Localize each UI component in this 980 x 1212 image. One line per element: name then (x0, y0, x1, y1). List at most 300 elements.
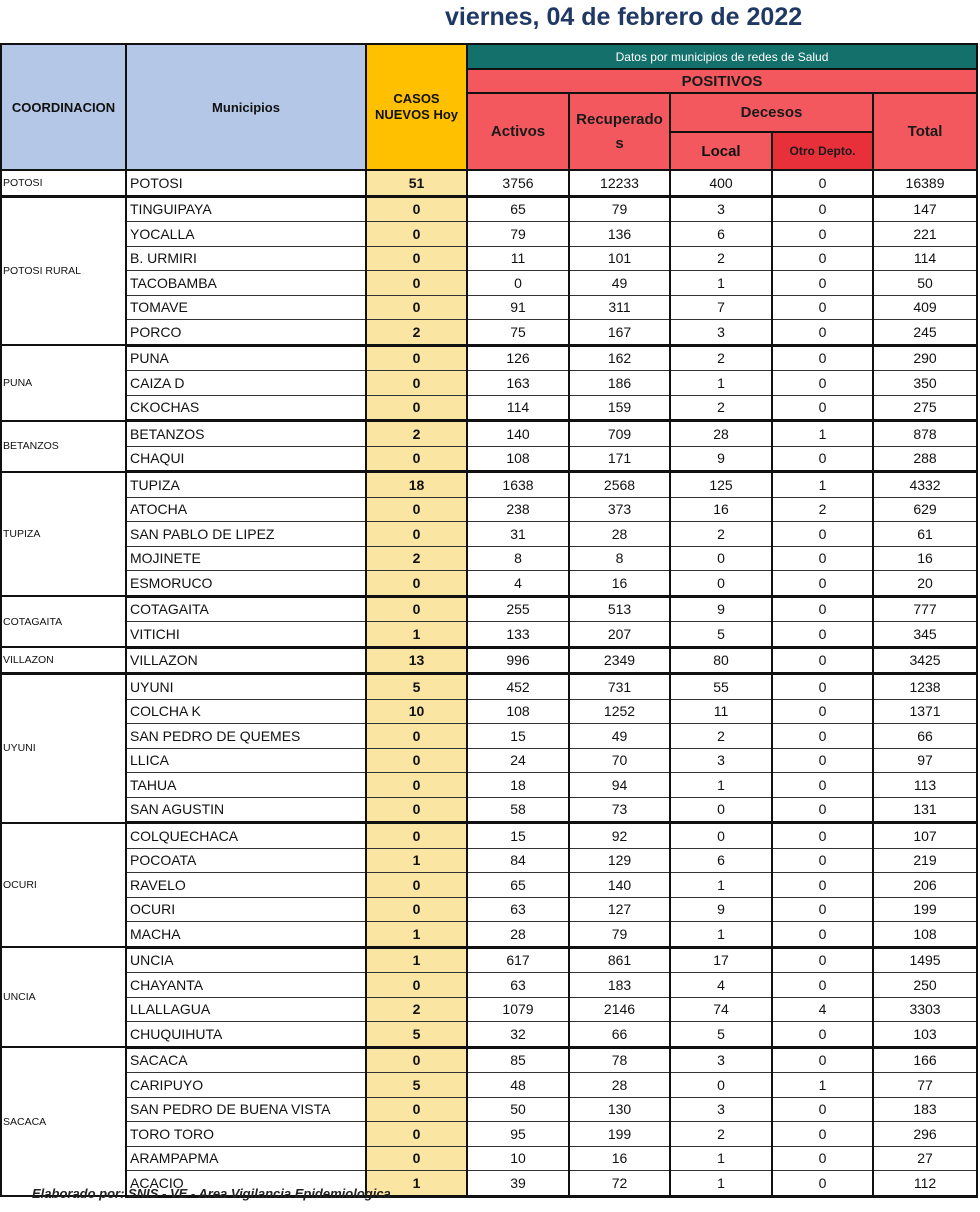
cell-coordinacion: VILLAZON (1, 647, 126, 674)
table-row (1, 421, 977, 447)
cell-total: 290 (873, 345, 977, 371)
cell-municipio: SAN AGUSTIN (126, 797, 366, 823)
cell-recuperados: 28 (569, 522, 670, 547)
cell-total: 183 (873, 1097, 977, 1122)
header-municipios: Municipios (126, 44, 366, 170)
cell-decesos-otro-depto: 2 (772, 497, 873, 522)
cell-decesos-otro-depto: 0 (772, 196, 873, 222)
cell-activos: 24 (467, 748, 569, 773)
cell-decesos-otro-depto: 0 (772, 1022, 873, 1048)
cell-activos: 18 (467, 773, 569, 798)
cell-decesos-local: 2 (670, 395, 772, 421)
cell-activos: 95 (467, 1122, 569, 1147)
cell-total: 112 (873, 1171, 977, 1197)
cell-municipio: VILLAZON (126, 647, 366, 674)
cell-decesos-otro-depto: 0 (772, 699, 873, 724)
table-row (1, 246, 977, 271)
cell-municipio: VITICHI (126, 622, 366, 648)
cell-recuperados: 861 (569, 947, 670, 973)
cell-recuperados: 92 (569, 823, 670, 849)
cell-activos: 133 (467, 622, 569, 648)
cell-decesos-local: 3 (670, 196, 772, 222)
cell-casos-nuevos: 0 (366, 823, 467, 849)
table-row (1, 345, 977, 371)
cell-decesos-local: 5 (670, 1022, 772, 1048)
cell-decesos-otro-depto: 0 (772, 1146, 873, 1171)
cell-activos: 11 (467, 246, 569, 271)
cell-recuperados: 162 (569, 345, 670, 371)
cell-casos-nuevos: 1 (366, 922, 467, 948)
cell-total: 296 (873, 1122, 977, 1147)
cell-activos: 84 (467, 848, 569, 873)
cell-activos: 108 (467, 446, 569, 472)
cell-recuperados: 129 (569, 848, 670, 873)
cell-decesos-local: 5 (670, 622, 772, 648)
cell-decesos-otro-depto: 0 (772, 897, 873, 922)
cell-decesos-local: 16 (670, 497, 772, 522)
table-row (1, 371, 977, 396)
cell-casos-nuevos: 0 (366, 897, 467, 922)
cell-decesos-otro-depto: 0 (772, 922, 873, 948)
cell-activos: 4 (467, 571, 569, 597)
cell-decesos-otro-depto: 0 (772, 947, 873, 973)
cell-municipio: CHAQUI (126, 446, 366, 472)
cell-recuperados: 199 (569, 1122, 670, 1147)
cell-decesos-local: 9 (670, 897, 772, 922)
cell-activos: 58 (467, 797, 569, 823)
cell-decesos-local: 1 (670, 922, 772, 948)
cell-decesos-local: 1 (670, 271, 772, 296)
table-header (1, 44, 977, 170)
table-row (1, 320, 977, 346)
report-date-title: viernes, 04 de febrero de 2022 (445, 3, 803, 31)
cell-decesos-local: 9 (670, 446, 772, 472)
cell-casos-nuevos: 2 (366, 546, 467, 571)
cell-decesos-otro-depto: 0 (772, 522, 873, 547)
cell-decesos-otro-depto: 0 (772, 1097, 873, 1122)
cell-recuperados: 12233 (569, 170, 670, 196)
cell-decesos-otro-depto: 0 (772, 246, 873, 271)
cell-casos-nuevos: 0 (366, 748, 467, 773)
cell-total: 206 (873, 873, 977, 898)
table-row (1, 1047, 977, 1073)
cell-total: 250 (873, 973, 977, 998)
cell-decesos-local: 2 (670, 345, 772, 371)
cell-activos: 8 (467, 546, 569, 571)
cell-recuperados: 183 (569, 973, 670, 998)
cell-decesos-otro-depto: 0 (772, 371, 873, 396)
cell-casos-nuevos: 0 (366, 571, 467, 597)
cell-activos: 65 (467, 196, 569, 222)
cell-decesos-local: 55 (670, 674, 772, 700)
cell-total: 219 (873, 848, 977, 873)
cell-recuperados: 130 (569, 1097, 670, 1122)
cell-decesos-otro-depto: 0 (772, 848, 873, 873)
cell-casos-nuevos: 0 (366, 873, 467, 898)
cell-municipio: TINGUIPAYA (126, 196, 366, 222)
cell-municipio: ATOCHA (126, 497, 366, 522)
cell-decesos-local: 3 (670, 1097, 772, 1122)
cell-casos-nuevos: 0 (366, 1097, 467, 1122)
cell-coordinacion: UYUNI (1, 674, 126, 823)
cell-recuperados: 2568 (569, 472, 670, 498)
cell-casos-nuevos: 1 (366, 622, 467, 648)
cell-municipio: SACACA (126, 1047, 366, 1073)
table-row (1, 196, 977, 222)
cell-casos-nuevos: 0 (366, 446, 467, 472)
cell-decesos-local: 2 (670, 724, 772, 749)
table-row (1, 571, 977, 597)
cell-decesos-local: 0 (670, 546, 772, 571)
cell-decesos-otro-depto: 0 (772, 446, 873, 472)
cell-recuperados: 28 (569, 1073, 670, 1098)
table-row (1, 472, 977, 498)
cell-decesos-local: 11 (670, 699, 772, 724)
cell-decesos-local: 1 (670, 773, 772, 798)
covid-cases-table (0, 43, 978, 1198)
cell-municipio: CAIZA D (126, 371, 366, 396)
cell-decesos-otro-depto: 0 (772, 222, 873, 247)
cell-decesos-local: 6 (670, 222, 772, 247)
cell-activos: 140 (467, 421, 569, 447)
cell-decesos-otro-depto: 0 (772, 1047, 873, 1073)
cell-decesos-local: 0 (670, 571, 772, 597)
cell-activos: 996 (467, 647, 569, 674)
cell-activos: 15 (467, 724, 569, 749)
cell-municipio: TOMAVE (126, 295, 366, 320)
cell-total: 345 (873, 622, 977, 648)
cell-coordinacion: UNCIA (1, 947, 126, 1047)
cell-activos: 163 (467, 371, 569, 396)
cell-total: 3425 (873, 647, 977, 674)
cell-total: 20 (873, 571, 977, 597)
cell-recuperados: 16 (569, 571, 670, 597)
cell-total: 77 (873, 1073, 977, 1098)
cell-coordinacion: SACACA (1, 1047, 126, 1196)
cell-activos: 85 (467, 1047, 569, 1073)
cell-decesos-otro-depto: 0 (772, 596, 873, 622)
cell-recuperados: 73 (569, 797, 670, 823)
table-row (1, 973, 977, 998)
header-recuperados-line1: Recuperado (576, 110, 663, 128)
cell-recuperados: 79 (569, 196, 670, 222)
cell-activos: 79 (467, 222, 569, 247)
cell-activos: 10 (467, 1146, 569, 1171)
cell-decesos-otro-depto: 0 (772, 797, 873, 823)
cell-decesos-otro-depto: 0 (772, 873, 873, 898)
cell-decesos-otro-depto: 0 (772, 973, 873, 998)
cell-municipio: ACACIO (126, 1171, 366, 1197)
cell-recuperados: 79 (569, 922, 670, 948)
table-row (1, 848, 977, 873)
cell-recuperados: 171 (569, 446, 670, 472)
cell-casos-nuevos: 1 (366, 1171, 467, 1197)
cell-decesos-otro-depto: 0 (772, 295, 873, 320)
cell-casos-nuevos: 0 (366, 196, 467, 222)
table-row (1, 773, 977, 798)
cell-casos-nuevos: 13 (366, 647, 467, 674)
cell-decesos-otro-depto: 1 (772, 472, 873, 498)
cell-activos: 75 (467, 320, 569, 346)
cell-casos-nuevos: 0 (366, 371, 467, 396)
cell-recuperados: 49 (569, 724, 670, 749)
cell-municipio: YOCALLA (126, 222, 366, 247)
table-row (1, 446, 977, 472)
cell-decesos-local: 400 (670, 170, 772, 196)
table-row (1, 797, 977, 823)
cell-decesos-local: 17 (670, 947, 772, 973)
cell-total: 147 (873, 196, 977, 222)
table-row (1, 222, 977, 247)
cell-recuperados: 16 (569, 1146, 670, 1171)
cell-casos-nuevos: 0 (366, 596, 467, 622)
table-row (1, 873, 977, 898)
cell-decesos-otro-depto: 0 (772, 271, 873, 296)
cell-casos-nuevos: 2 (366, 421, 467, 447)
cell-casos-nuevos: 2 (366, 997, 467, 1022)
cell-casos-nuevos: 0 (366, 773, 467, 798)
cell-decesos-otro-depto: 0 (772, 170, 873, 196)
cell-decesos-local: 9 (670, 596, 772, 622)
cell-total: 878 (873, 421, 977, 447)
cell-activos: 452 (467, 674, 569, 700)
cell-municipio: TAHUA (126, 773, 366, 798)
cell-recuperados: 94 (569, 773, 670, 798)
cell-casos-nuevos: 10 (366, 699, 467, 724)
header-casos-nuevos-line2: NUEVOS Hoy (374, 107, 459, 122)
cell-coordinacion: BETANZOS (1, 421, 126, 472)
cell-municipio: LLICA (126, 748, 366, 773)
cell-total: 777 (873, 596, 977, 622)
footer-credit: Elaborado por: SNIS - VE - Area Vigilancia Epidemiologica (32, 1186, 391, 1201)
cell-recuperados: 70 (569, 748, 670, 773)
cell-decesos-local: 1 (670, 1171, 772, 1197)
cell-total: 350 (873, 371, 977, 396)
cell-activos: 238 (467, 497, 569, 522)
cell-recuperados: 2146 (569, 997, 670, 1022)
cell-activos: 91 (467, 295, 569, 320)
cell-decesos-otro-depto: 0 (772, 345, 873, 371)
cell-casos-nuevos: 1 (366, 947, 467, 973)
cell-decesos-otro-depto: 0 (772, 724, 873, 749)
cell-coordinacion: POTOSI RURAL (1, 196, 126, 345)
cell-total: 1495 (873, 947, 977, 973)
cell-total: 245 (873, 320, 977, 346)
cell-casos-nuevos: 0 (366, 395, 467, 421)
cell-casos-nuevos: 1 (366, 848, 467, 873)
cell-municipio: TACOBAMBA (126, 271, 366, 296)
cell-total: 166 (873, 1047, 977, 1073)
cell-total: 97 (873, 748, 977, 773)
cell-municipio: SAN PEDRO DE QUEMES (126, 724, 366, 749)
cell-total: 66 (873, 724, 977, 749)
cell-decesos-local: 7 (670, 295, 772, 320)
cell-decesos-local: 1 (670, 873, 772, 898)
header-activos: Activos (467, 93, 569, 170)
cell-recuperados: 2349 (569, 647, 670, 674)
cell-recuperados: 136 (569, 222, 670, 247)
cell-municipio: TORO TORO (126, 1122, 366, 1147)
cell-casos-nuevos: 0 (366, 973, 467, 998)
cell-casos-nuevos: 5 (366, 1022, 467, 1048)
table-row (1, 947, 977, 973)
cell-casos-nuevos: 0 (366, 1122, 467, 1147)
cell-recuperados: 8 (569, 546, 670, 571)
cell-recuperados: 207 (569, 622, 670, 648)
header-casos-nuevos-line1: CASOS (393, 91, 440, 106)
cell-coordinacion: PUNA (1, 345, 126, 421)
cell-recuperados: 49 (569, 271, 670, 296)
cell-recuperados: 72 (569, 1171, 670, 1197)
cell-municipio: MOJINETE (126, 546, 366, 571)
cell-total: 103 (873, 1022, 977, 1048)
cell-activos: 31 (467, 522, 569, 547)
cell-recuperados: 186 (569, 371, 670, 396)
table-row (1, 1022, 977, 1048)
cell-decesos-otro-depto: 0 (772, 1122, 873, 1147)
cell-decesos-local: 3 (670, 1047, 772, 1073)
cell-casos-nuevos: 5 (366, 674, 467, 700)
cell-recuperados: 66 (569, 1022, 670, 1048)
cell-recuperados: 311 (569, 295, 670, 320)
cell-activos: 32 (467, 1022, 569, 1048)
cell-total: 131 (873, 797, 977, 823)
cell-casos-nuevos: 0 (366, 271, 467, 296)
cell-decesos-local: 74 (670, 997, 772, 1022)
cell-decesos-otro-depto: 0 (772, 622, 873, 648)
cell-municipio: PUNA (126, 345, 366, 371)
cell-total: 107 (873, 823, 977, 849)
table-row (1, 674, 977, 700)
cell-activos: 65 (467, 873, 569, 898)
cell-casos-nuevos: 51 (366, 170, 467, 196)
cell-activos: 63 (467, 973, 569, 998)
header-datos-municipios: Datos por municipios de redes de Salud (467, 44, 977, 69)
cell-total: 1238 (873, 674, 977, 700)
cell-municipio: COLCHA K (126, 699, 366, 724)
cell-municipio: TUPIZA (126, 472, 366, 498)
cell-casos-nuevos: 5 (366, 1073, 467, 1098)
table-row (1, 522, 977, 547)
cell-municipio: LLALLAGUA (126, 997, 366, 1022)
cell-total: 108 (873, 922, 977, 948)
header-coordinacion: COORDINACION (1, 44, 126, 170)
cell-casos-nuevos: 0 (366, 222, 467, 247)
cell-decesos-local: 80 (670, 647, 772, 674)
cell-decesos-local: 2 (670, 522, 772, 547)
cell-decesos-otro-depto: 0 (772, 1171, 873, 1197)
cell-decesos-otro-depto: 4 (772, 997, 873, 1022)
cell-activos: 255 (467, 596, 569, 622)
cell-municipio: OCURI (126, 897, 366, 922)
cell-recuperados: 101 (569, 246, 670, 271)
cell-decesos-local: 1 (670, 1146, 772, 1171)
cell-municipio: CHUQUIHUTA (126, 1022, 366, 1048)
cell-activos: 39 (467, 1171, 569, 1197)
cell-decesos-otro-depto: 0 (772, 674, 873, 700)
cell-decesos-otro-depto: 1 (772, 421, 873, 447)
cell-casos-nuevos: 0 (366, 246, 467, 271)
cell-recuperados: 731 (569, 674, 670, 700)
cell-total: 409 (873, 295, 977, 320)
table-row (1, 170, 977, 196)
cell-decesos-otro-depto: 0 (772, 823, 873, 849)
cell-activos: 1638 (467, 472, 569, 498)
table-row (1, 271, 977, 296)
cell-activos: 15 (467, 823, 569, 849)
cell-activos: 126 (467, 345, 569, 371)
table-row (1, 897, 977, 922)
header-total: Total (873, 93, 977, 170)
cell-total: 275 (873, 395, 977, 421)
cell-total: 27 (873, 1146, 977, 1171)
cell-recuperados: 1252 (569, 699, 670, 724)
cell-casos-nuevos: 0 (366, 345, 467, 371)
cell-casos-nuevos: 2 (366, 320, 467, 346)
cell-decesos-local: 0 (670, 823, 772, 849)
cell-recuperados: 159 (569, 395, 670, 421)
cell-total: 114 (873, 246, 977, 271)
cell-casos-nuevos: 18 (366, 472, 467, 498)
header-recuperados-line2: s (615, 134, 624, 152)
header-otro-depto: Otro Depto. (772, 132, 873, 170)
cell-total: 1371 (873, 699, 977, 724)
header-local: Local (670, 132, 772, 170)
cell-decesos-local: 3 (670, 748, 772, 773)
table-row (1, 724, 977, 749)
cell-decesos-local: 28 (670, 421, 772, 447)
cell-recuperados: 513 (569, 596, 670, 622)
cell-total: 113 (873, 773, 977, 798)
cell-municipio: CHAYANTA (126, 973, 366, 998)
cell-municipio: CKOCHAS (126, 395, 366, 421)
table-row (1, 699, 977, 724)
cell-casos-nuevos: 0 (366, 522, 467, 547)
cell-activos: 50 (467, 1097, 569, 1122)
cell-municipio: PORCO (126, 320, 366, 346)
cell-decesos-otro-depto: 1 (772, 1073, 873, 1098)
cell-municipio: SAN PABLO DE LIPEZ (126, 522, 366, 547)
cell-casos-nuevos: 0 (366, 724, 467, 749)
cell-municipio: POCOATA (126, 848, 366, 873)
cell-municipio: COTAGAITA (126, 596, 366, 622)
cell-decesos-local: 125 (670, 472, 772, 498)
table-row (1, 647, 977, 674)
cell-municipio: SAN PEDRO DE BUENA VISTA (126, 1097, 366, 1122)
cell-coordinacion: POTOSI (1, 170, 126, 196)
table-row (1, 1073, 977, 1098)
table-row (1, 1097, 977, 1122)
cell-decesos-local: 4 (670, 973, 772, 998)
cell-coordinacion: COTAGAITA (1, 596, 126, 647)
cell-decesos-otro-depto: 0 (772, 320, 873, 346)
cell-total: 16 (873, 546, 977, 571)
cell-activos: 0 (467, 271, 569, 296)
table-row (1, 622, 977, 648)
cell-decesos-local: 0 (670, 797, 772, 823)
cell-activos: 63 (467, 897, 569, 922)
table-row (1, 1122, 977, 1147)
cell-total: 4332 (873, 472, 977, 498)
table-row (1, 922, 977, 948)
table-row (1, 395, 977, 421)
table-row (1, 546, 977, 571)
cell-total: 61 (873, 522, 977, 547)
cell-total: 3303 (873, 997, 977, 1022)
cell-activos: 28 (467, 922, 569, 948)
cell-activos: 1079 (467, 997, 569, 1022)
cell-casos-nuevos: 0 (366, 497, 467, 522)
